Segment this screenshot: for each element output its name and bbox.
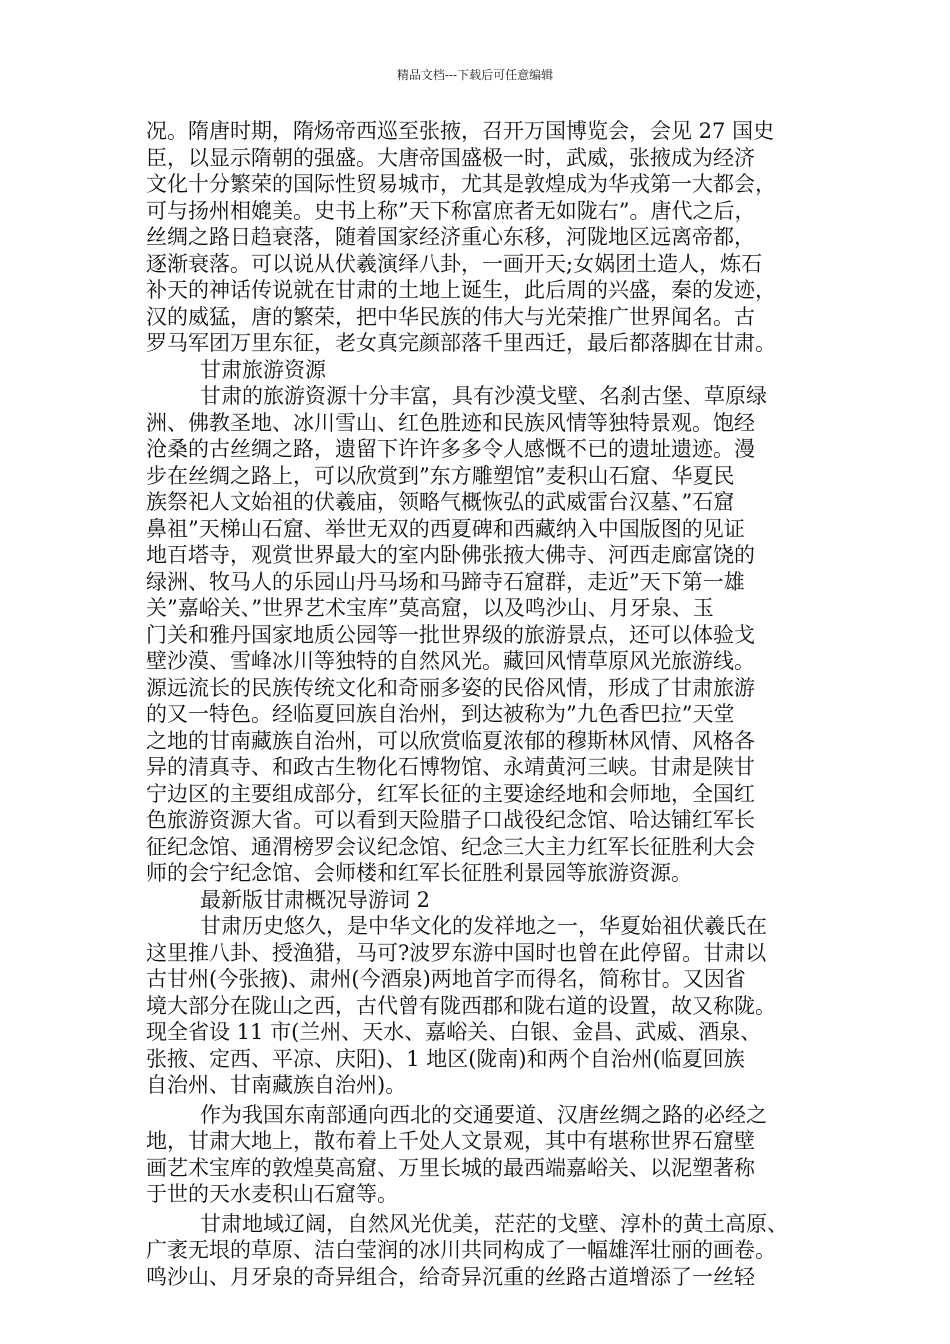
text-line: 罗马军团万里东征，老女真完颜部落千里西迁，最后都落脚在甘肃。 bbox=[146, 331, 776, 355]
text-line: 画艺术宝库的敦煌莫高窟、万里长城的最西端嘉峪关、以泥塑著称 bbox=[146, 1155, 755, 1180]
text-line: 色旅游资源大省。可以看到天险腊子口战役纪念馆、哈达铺红军长 bbox=[146, 808, 755, 832]
text-line: 族祭祀人文始祖的伏羲庙，领略气概恢弘的武威雷台汉墓、”石窟 bbox=[146, 490, 735, 514]
text-line: 古甘州(今张掖)、肃州(今酒泉)两地首字而得名，简称甘。又因省 bbox=[146, 967, 746, 991]
text-line: 自治州、甘南藏族自治州)。 bbox=[146, 1073, 407, 1097]
document-body bbox=[146, 118, 816, 1290]
text-line: 洲、佛教圣地、冰川雪山、红色胜迹和民族风情等独特景观。饱经 bbox=[146, 410, 755, 435]
text-line: 征纪念馆、通渭榜罗会议纪念馆、纪念三大主力红军长征胜利大会 bbox=[146, 834, 755, 859]
text-line: 地，甘肃大地上，散布着上千处人文景观，其中有堪称世界石窟壁 bbox=[146, 1129, 755, 1153]
text-line: 沧桑的古丝绸之路，遗留下许许多多令人感慨不已的遗址遗迹。漫 bbox=[146, 437, 755, 461]
text-line: 的又一特色。经临夏回族自治州，到达被称为”九色香巴拉”天堂 bbox=[146, 702, 735, 726]
text-line: 之地的甘南藏族自治州，可以欣赏临夏浓郁的穆斯林风情、风格各 bbox=[146, 728, 755, 753]
text-line: 境大部分在陇山之西，古代曾有陇西郡和陇右道的设置，故又称陇。 bbox=[146, 993, 776, 1018]
text-line: 源远流长的民族传统文化和奇丽多姿的民俗风情，形成了甘肃旅游 bbox=[146, 675, 755, 700]
text-line: 现全省设 11 市(兰州、天水、嘉峪关、白银、金昌、武威、酒泉、 bbox=[146, 1020, 762, 1044]
text-line: 甘肃旅游资源 bbox=[200, 357, 326, 382]
text-line: 甘肃地域辽阔，自然风光优美，茫茫的戈壁、淳朴的黄土高原、 bbox=[200, 1211, 788, 1236]
text-line: 逐渐衰落。可以说从伏羲演绎八卦，一画开天;女娲团土造人，炼石 bbox=[146, 251, 763, 276]
text-line: 宁边区的主要组成部分，红军长征的主要途经地和会师地，全国红 bbox=[146, 781, 755, 806]
text-line: 关”嘉峪关、”世界艺术宝库”莫高窟，以及鸣沙山、月牙泉、玉 bbox=[146, 596, 714, 620]
text-line: 补天的神话传说就在甘肃的土地上诞生，此后周的兴盛，秦的发迹， bbox=[146, 278, 776, 302]
text-line: 鼻祖”天梯山石窟、举世无双的西夏碑和西藏纳入中国版图的见证 bbox=[146, 516, 745, 541]
text-line: 步在丝绸之路上，可以欣赏到”东方雕塑馆”麦积山石窟、华夏民 bbox=[146, 463, 735, 488]
text-line: 汉的威猛，唐的繁荣，把中华民族的伟大与光荣推广世界闻名。古 bbox=[146, 304, 755, 329]
text-line: 地百塔寺，观赏世界最大的室内卧佛张掖大佛寺、河西走廊富饶的 bbox=[146, 543, 755, 567]
text-line: 门关和雅丹国家地质公园等一批世界级的旅游景点，还可以体验戈 bbox=[146, 622, 755, 647]
text-line: 况。隋唐时期，隋炀帝西巡至张掖，召开万国博览会，会见 27 国史 bbox=[146, 119, 775, 143]
text-line: 师的会宁纪念馆、会师楼和红军长征胜利景园等旅游资源。 bbox=[146, 861, 692, 885]
text-line: 这里推八卦、授渔猎，马可?波罗东游中国时也曾在此停留。甘肃以 bbox=[146, 940, 767, 965]
text-line: 作为我国东南部通向西北的交通要道、汉唐丝绸之路的必经之 bbox=[200, 1102, 767, 1127]
text-line: 鸣沙山、月牙泉的奇异组合，给奇异沉重的丝路古道增添了一丝轻 bbox=[146, 1264, 755, 1289]
text-line: 于世的天水麦积山石窟等。 bbox=[146, 1182, 398, 1206]
text-line: 异的清真寺、和政古生物化石博物馆、永靖黄河三峡。甘肃是陕甘 bbox=[146, 755, 755, 779]
page-header: 精品文档---下载后可任意编辑 bbox=[396, 68, 554, 82]
text-line: 文化十分繁荣的国际性贸易城市，尤其是敦煌成为华戎第一大都会， bbox=[146, 172, 776, 196]
text-line: 最新版甘肃概况导游词 2 bbox=[200, 887, 431, 912]
text-line: 壁沙漠、雪峰冰川等独特的自然风光。藏回风情草原风光旅游线。 bbox=[146, 649, 755, 673]
text-line: 广袤无垠的草原、洁白莹润的冰川共同构成了一幅雄浑壮丽的画卷。 bbox=[146, 1238, 776, 1262]
text-line: 可与扬州相媲美。史书上称”天下称富庶者无如陇右”。唐代之后， bbox=[146, 198, 756, 223]
text-line: 臣，以显示隋朝的强盛。大唐帝国盛极一时，武威，张掖成为经济 bbox=[146, 145, 755, 170]
text-line: 甘肃历史悠久，是中华文化的发祥地之一，华夏始祖伏羲氏在 bbox=[200, 914, 767, 938]
text-line: 甘肃的旅游资源十分丰富，具有沙漠戈壁、名刹古堡、草原绿 bbox=[200, 384, 767, 408]
text-line: 绿洲、牧马人的乐园山丹马场和马蹄寺石窟群，走近”天下第一雄 bbox=[146, 569, 745, 594]
text-line: 丝绸之路日趋衰落，随着国家经济重心东移，河陇地区远离帝都， bbox=[146, 225, 755, 249]
text-line: 张掖、定西、平凉、庆阳)、1 地区(陇南)和两个自治州(临夏回族 bbox=[146, 1046, 745, 1071]
